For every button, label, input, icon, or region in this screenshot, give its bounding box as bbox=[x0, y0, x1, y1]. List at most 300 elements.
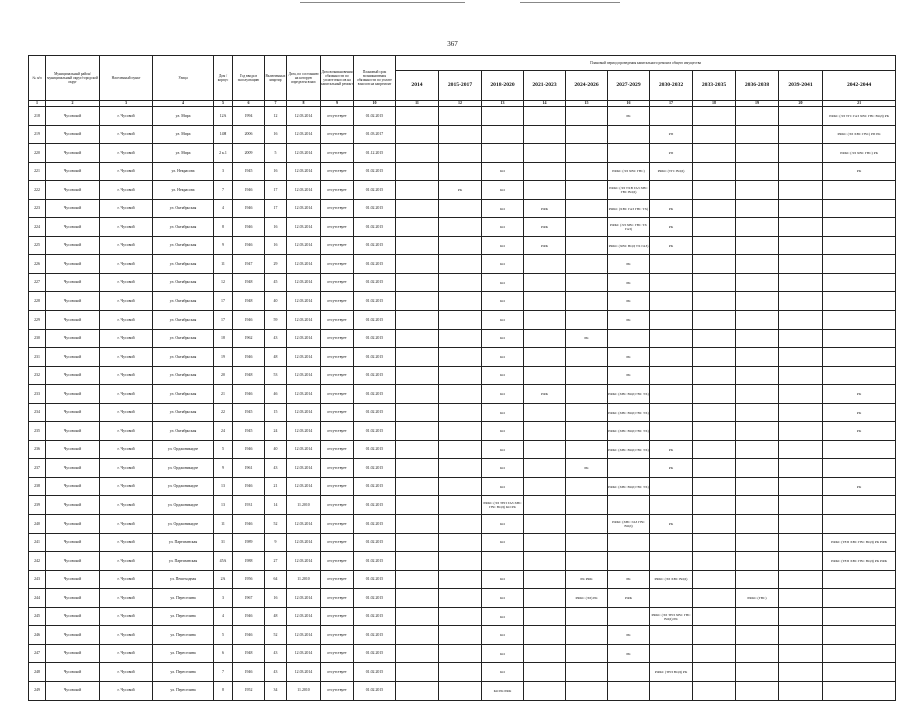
cell-work-2033-2035 bbox=[693, 292, 736, 311]
cell-work-2024-2026 bbox=[566, 681, 608, 700]
header-period-work: Плановый срок возникновения обязанности по уплате взносов на капремонт bbox=[354, 56, 396, 101]
cell-locality: г. Чусовой bbox=[100, 477, 153, 496]
table-row bbox=[29, 663, 896, 682]
table-body bbox=[29, 107, 896, 701]
cell-work-2039-2041 bbox=[779, 570, 823, 589]
cell-locality: г. Чусовой bbox=[100, 366, 153, 385]
cell-work-2021-2023: РФК bbox=[524, 218, 566, 237]
cell-work-2018-2020 bbox=[482, 107, 524, 126]
cell-work-2042-2044 bbox=[823, 440, 896, 459]
cell-work-2042-2044 bbox=[823, 515, 896, 534]
cell-obligation-status: отсутствует bbox=[321, 403, 354, 422]
cell-inclusion-date: 12.03.2014 bbox=[287, 607, 321, 626]
cell-house: 19 bbox=[214, 348, 233, 367]
column-number: 9 bbox=[321, 101, 354, 107]
cell-obligation-date: 01.02.2015 bbox=[354, 533, 396, 552]
cell-work-2024-2026 bbox=[566, 311, 608, 330]
cell-work-2014 bbox=[396, 477, 439, 496]
cell-obligation-status: отсутствует bbox=[321, 329, 354, 348]
cell-work-2033-2035 bbox=[693, 496, 736, 515]
cell-work-2036-2038 bbox=[736, 273, 779, 292]
header-year-2042-2044: 2042-2044 bbox=[823, 71, 896, 101]
cell-work-2030-2032 bbox=[650, 644, 693, 663]
cell-work-2039-2041 bbox=[779, 477, 823, 496]
cell-work-2036-2038 bbox=[736, 199, 779, 218]
cell-work-2036-2038 bbox=[736, 236, 779, 255]
cell-locality: г. Чусовой bbox=[100, 570, 153, 589]
cell-municipality: Чусовской bbox=[46, 218, 100, 237]
cell-obligation-status: отсутствует bbox=[321, 199, 354, 218]
cell-work-2021-2023 bbox=[524, 348, 566, 367]
cell-work-2021-2023 bbox=[524, 589, 566, 608]
cell-work-2042-2044 bbox=[823, 329, 896, 348]
cell-work-2014 bbox=[396, 496, 439, 515]
cell-work-2039-2041 bbox=[779, 292, 823, 311]
cell-locality: г. Чусовой bbox=[100, 385, 153, 404]
cell-apartments: 52 bbox=[265, 515, 287, 534]
cell-work-2015-2017 bbox=[439, 644, 482, 663]
cell-work-2015-2017 bbox=[439, 329, 482, 348]
cell-work-2033-2035 bbox=[693, 348, 736, 367]
cell-obligation-date: 01.02.2015 bbox=[354, 607, 396, 626]
cell-work-2039-2041 bbox=[779, 440, 823, 459]
cell-work-2014 bbox=[396, 515, 439, 534]
cell-work-2033-2035 bbox=[693, 181, 736, 200]
table-row bbox=[29, 311, 896, 330]
cell-work-2014 bbox=[396, 199, 439, 218]
cell-obligation-date: 01.02.2015 bbox=[354, 181, 396, 200]
cell-row-number: 244 bbox=[29, 589, 46, 608]
cell-apartments: 14 bbox=[265, 496, 287, 515]
cell-work-2039-2041 bbox=[779, 422, 823, 441]
cell-work-2033-2035 bbox=[693, 663, 736, 682]
cell-obligation-status: отсутствует bbox=[321, 626, 354, 645]
cell-work-2042-2044: РФКС (ЭЛ ХВС ГВС) РП РК bbox=[823, 125, 896, 144]
cell-work-2015-2017 bbox=[439, 236, 482, 255]
cell-street: ул. Переселина bbox=[153, 589, 214, 608]
column-number: 7 bbox=[265, 101, 287, 107]
cell-work-2027-2029: РК bbox=[608, 292, 650, 311]
cell-work-2018-2020 bbox=[482, 144, 524, 163]
cell-work-2015-2017 bbox=[439, 292, 482, 311]
cell-work-2015-2017 bbox=[439, 218, 482, 237]
cell-apartments: 17 bbox=[265, 181, 287, 200]
cell-work-2024-2026 bbox=[566, 292, 608, 311]
cell-municipality: Чусовской bbox=[46, 181, 100, 200]
cell-obligation-status: отсутствует bbox=[321, 533, 354, 552]
cell-work-2033-2035 bbox=[693, 218, 736, 237]
cell-locality: г. Чусовой bbox=[100, 589, 153, 608]
cell-obligation-status: отсутствует bbox=[321, 607, 354, 626]
cell-work-2018-2020: КО bbox=[482, 385, 524, 404]
cell-work-2033-2035 bbox=[693, 552, 736, 571]
header-year-2014: 2014 bbox=[396, 71, 439, 101]
cell-work-2036-2038 bbox=[736, 329, 779, 348]
cell-work-2027-2029 bbox=[608, 533, 650, 552]
cell-inclusion-date: 12.03.2014 bbox=[287, 626, 321, 645]
cell-apartments: 16 bbox=[265, 125, 287, 144]
cell-work-2021-2023 bbox=[524, 144, 566, 163]
cell-obligation-date: 01.02.2015 bbox=[354, 440, 396, 459]
table-row bbox=[29, 496, 896, 515]
cell-municipality: Чусовской bbox=[46, 385, 100, 404]
cell-house: 21 bbox=[214, 385, 233, 404]
cell-work-2014 bbox=[396, 329, 439, 348]
cell-work-2015-2017 bbox=[439, 570, 482, 589]
cell-work-2036-2038 bbox=[736, 125, 779, 144]
cell-row-number: 245 bbox=[29, 607, 46, 626]
cell-apartments: 43 bbox=[265, 663, 287, 682]
cell-inclusion-date: 12.03.2014 bbox=[287, 552, 321, 571]
cell-year-built: 1946 bbox=[233, 626, 265, 645]
cell-work-2024-2026 bbox=[566, 663, 608, 682]
cell-obligation-status: отсутствует bbox=[321, 440, 354, 459]
cell-work-2015-2017 bbox=[439, 348, 482, 367]
table-row bbox=[29, 292, 896, 311]
cell-obligation-status: отсутствует bbox=[321, 125, 354, 144]
cell-obligation-date: 01.02.2015 bbox=[354, 663, 396, 682]
cell-obligation-date: 01.02.2015 bbox=[354, 459, 396, 478]
cell-municipality: Чусовской bbox=[46, 403, 100, 422]
cell-work-2039-2041 bbox=[779, 515, 823, 534]
cell-work-2018-2020: КО bbox=[482, 477, 524, 496]
cell-work-2027-2029: РФКС (ЭЛ ХВС ГВС ТХ ГАЗ) bbox=[608, 218, 650, 237]
cell-street: ул. Некрасова bbox=[153, 181, 214, 200]
cell-work-2014 bbox=[396, 403, 439, 422]
cell-inclusion-date: 12.03.2014 bbox=[287, 107, 321, 126]
cell-year-built: 1989 bbox=[233, 533, 265, 552]
header-apartments: Включенных квартир bbox=[265, 56, 287, 101]
cell-work-2014 bbox=[396, 681, 439, 700]
cell-year-built: 1994 bbox=[233, 107, 265, 126]
cell-work-2021-2023 bbox=[524, 663, 566, 682]
cell-work-2033-2035 bbox=[693, 626, 736, 645]
cell-work-2021-2023 bbox=[524, 552, 566, 571]
cell-street: ул. Октябрьская bbox=[153, 422, 214, 441]
cell-work-2027-2029: РФКС (ХВС ВОД ГВС ТХ) bbox=[608, 440, 650, 459]
cell-work-2039-2041 bbox=[779, 107, 823, 126]
cell-work-2021-2023 bbox=[524, 681, 566, 700]
cell-work-2018-2020: РФКС (ЭЛ ТЕП ГАЗ ХВС ГВС ВОД) КО РК bbox=[482, 496, 524, 515]
table-row bbox=[29, 440, 896, 459]
cell-work-2030-2032 bbox=[650, 348, 693, 367]
table-row bbox=[29, 385, 896, 404]
header-municipality: Муниципальный район/муниципальный округ/городской округ bbox=[46, 56, 100, 101]
cell-apartments: 52 bbox=[265, 626, 287, 645]
cell-row-number: 247 bbox=[29, 644, 46, 663]
cell-row-number: 236 bbox=[29, 440, 46, 459]
cell-house: 2 к.1 bbox=[214, 144, 233, 163]
cell-work-2036-2038 bbox=[736, 663, 779, 682]
header-year-2036-2038: 2036-2038 bbox=[736, 71, 779, 101]
cell-locality: г. Чусовой bbox=[100, 552, 153, 571]
cell-obligation-date: 01.02.2015 bbox=[354, 644, 396, 663]
cell-locality: г. Чусовой bbox=[100, 681, 153, 700]
cell-street: ул. Октябрьская bbox=[153, 385, 214, 404]
cell-obligation-date: 01.02.2015 bbox=[354, 273, 396, 292]
cell-obligation-status: отсутствует bbox=[321, 311, 354, 330]
cell-work-2030-2032: РФКС (ЭЛ ТЕП ХВС ГВС ВОД) РК bbox=[650, 607, 693, 626]
cell-work-2036-2038 bbox=[736, 255, 779, 274]
cell-municipality: Чусовской bbox=[46, 681, 100, 700]
cell-obligation-date: 01.02.2015 bbox=[354, 422, 396, 441]
cell-municipality: Чусовской bbox=[46, 440, 100, 459]
cell-work-2015-2017 bbox=[439, 162, 482, 181]
table-row bbox=[29, 144, 896, 163]
cell-inclusion-date: 12.03.2014 bbox=[287, 144, 321, 163]
cell-municipality: Чусовской bbox=[46, 552, 100, 571]
cell-work-2024-2026 bbox=[566, 422, 608, 441]
column-number: 8 bbox=[287, 101, 321, 107]
cell-work-2024-2026 bbox=[566, 199, 608, 218]
header-street: Улица bbox=[153, 56, 214, 101]
cell-apartments: 64 bbox=[265, 570, 287, 589]
cell-work-2014 bbox=[396, 181, 439, 200]
table-row bbox=[29, 162, 896, 181]
cell-work-2021-2023: РФК bbox=[524, 385, 566, 404]
cell-inclusion-date: 12.03.2014 bbox=[287, 515, 321, 534]
cell-row-number: 226 bbox=[29, 255, 46, 274]
cell-work-2036-2038 bbox=[736, 348, 779, 367]
cell-apartments: 16 bbox=[265, 162, 287, 181]
table-row bbox=[29, 366, 896, 385]
cell-year-built: 1945 bbox=[233, 422, 265, 441]
cell-street: ул. Орджоникидзе bbox=[153, 496, 214, 515]
cell-work-2014 bbox=[396, 107, 439, 126]
cell-row-number: 225 bbox=[29, 236, 46, 255]
cell-work-2018-2020: КО bbox=[482, 366, 524, 385]
cell-work-2039-2041 bbox=[779, 273, 823, 292]
cell-locality: г. Чусовой bbox=[100, 459, 153, 478]
cell-work-2018-2020: КО bbox=[482, 199, 524, 218]
header-year-2033-2035: 2033-2035 bbox=[693, 71, 736, 101]
header-house: Дом / корпус bbox=[214, 56, 233, 101]
cell-house: 5 bbox=[214, 626, 233, 645]
cell-street: ул. Мира bbox=[153, 125, 214, 144]
cell-year-built: 1948 bbox=[233, 644, 265, 663]
cell-obligation-status: отсутствует bbox=[321, 681, 354, 700]
cell-obligation-status: отсутствует bbox=[321, 570, 354, 589]
cell-year-built: 1931 bbox=[233, 496, 265, 515]
cell-work-2018-2020: КО bbox=[482, 422, 524, 441]
cell-apartments: 17 bbox=[265, 199, 287, 218]
cell-apartments: 48 bbox=[265, 607, 287, 626]
cell-municipality: Чусовской bbox=[46, 570, 100, 589]
cell-house: 11 bbox=[214, 255, 233, 274]
cell-inclusion-date: 12.03.2014 bbox=[287, 348, 321, 367]
cell-municipality: Чусовской bbox=[46, 236, 100, 255]
cell-year-built: 1946 bbox=[233, 440, 265, 459]
cell-work-2018-2020: КО bbox=[482, 181, 524, 200]
cell-work-2030-2032: РФКС (ЭЛ ХВС ВОД) bbox=[650, 570, 693, 589]
cell-work-2039-2041 bbox=[779, 199, 823, 218]
cell-work-2018-2020: КО bbox=[482, 570, 524, 589]
cell-work-2042-2044: РК bbox=[823, 385, 896, 404]
cell-apartments: 48 bbox=[265, 348, 287, 367]
cell-work-2039-2041 bbox=[779, 125, 823, 144]
cell-locality: г. Чусовой bbox=[100, 515, 153, 534]
cell-work-2021-2023 bbox=[524, 477, 566, 496]
table-row bbox=[29, 107, 896, 126]
cell-work-2015-2017 bbox=[439, 273, 482, 292]
header-year-2015-2017: 2015-2017 bbox=[439, 71, 482, 101]
cell-work-2039-2041 bbox=[779, 348, 823, 367]
cell-work-2018-2020 bbox=[482, 552, 524, 571]
cell-obligation-status: отсутствует bbox=[321, 589, 354, 608]
cell-work-2027-2029: РФКС (ХВС ВОД ГВС ТХ) bbox=[608, 422, 650, 441]
table-row bbox=[29, 644, 896, 663]
cell-work-2015-2017: РК bbox=[439, 181, 482, 200]
cell-house: 6 bbox=[214, 644, 233, 663]
cell-house: 4 bbox=[214, 199, 233, 218]
cell-work-2042-2044 bbox=[823, 199, 896, 218]
cell-inclusion-date: 12.03.2014 bbox=[287, 477, 321, 496]
cell-work-2024-2026 bbox=[566, 236, 608, 255]
cell-work-2015-2017 bbox=[439, 107, 482, 126]
column-number: 2 bbox=[46, 101, 100, 107]
cell-work-2030-2032: РП bbox=[650, 144, 693, 163]
header-inclusion-date: Дата, по состоянию на которую определен взнос bbox=[287, 56, 321, 101]
cell-work-2039-2041 bbox=[779, 144, 823, 163]
cell-work-2027-2029: РК bbox=[608, 348, 650, 367]
cell-work-2039-2041 bbox=[779, 255, 823, 274]
cell-municipality: Чусовской bbox=[46, 496, 100, 515]
table-row bbox=[29, 552, 896, 571]
cell-work-2015-2017 bbox=[439, 144, 482, 163]
cell-work-2039-2041 bbox=[779, 663, 823, 682]
cell-work-2030-2032 bbox=[650, 273, 693, 292]
column-number: 19 bbox=[736, 101, 779, 107]
cell-work-2027-2029 bbox=[608, 663, 650, 682]
cell-work-2030-2032 bbox=[650, 311, 693, 330]
cell-inclusion-date: 11.2010 bbox=[287, 681, 321, 700]
cell-work-2027-2029: РК bbox=[608, 366, 650, 385]
cell-street: ул. Переселина bbox=[153, 644, 214, 663]
cell-row-number: 227 bbox=[29, 273, 46, 292]
cell-street: ул. Октябрьская bbox=[153, 403, 214, 422]
cell-work-2042-2044 bbox=[823, 644, 896, 663]
cell-apartments: 43 bbox=[265, 459, 287, 478]
cell-work-2030-2032: РФКС (ТЕП ВОД) РК bbox=[650, 663, 693, 682]
cell-obligation-status: отсутствует bbox=[321, 515, 354, 534]
column-number: 12 bbox=[439, 101, 482, 107]
table-row bbox=[29, 403, 896, 422]
cell-work-2027-2029: РФКС (ЭЛ ХВС ГВС) bbox=[608, 162, 650, 181]
table-row bbox=[29, 422, 896, 441]
cell-locality: г. Чусовой bbox=[100, 663, 153, 682]
cell-obligation-date: 01.02.2015 bbox=[354, 552, 396, 571]
cell-year-built: 1946 bbox=[233, 607, 265, 626]
table-row bbox=[29, 681, 896, 700]
cell-house: 31 bbox=[214, 533, 233, 552]
cell-work-2014 bbox=[396, 348, 439, 367]
cell-work-2030-2032 bbox=[650, 626, 693, 645]
cell-work-2015-2017 bbox=[439, 477, 482, 496]
cell-work-2021-2023 bbox=[524, 366, 566, 385]
cell-work-2033-2035 bbox=[693, 366, 736, 385]
cell-work-2033-2035 bbox=[693, 311, 736, 330]
cell-work-2033-2035 bbox=[693, 533, 736, 552]
cell-work-2042-2044: РК bbox=[823, 403, 896, 422]
cell-work-2021-2023 bbox=[524, 329, 566, 348]
cell-obligation-status: отсутствует bbox=[321, 144, 354, 163]
cell-work-2027-2029 bbox=[608, 681, 650, 700]
cell-work-2014 bbox=[396, 440, 439, 459]
cell-work-2015-2017 bbox=[439, 681, 482, 700]
table-row bbox=[29, 589, 896, 608]
cell-work-2036-2038 bbox=[736, 218, 779, 237]
cell-work-2018-2020: КО bbox=[482, 533, 524, 552]
cell-work-2021-2023 bbox=[524, 107, 566, 126]
cell-obligation-date: 01.03.2017 bbox=[354, 125, 396, 144]
cell-obligation-date: 01.02.2015 bbox=[354, 218, 396, 237]
column-number: 1 bbox=[29, 101, 46, 107]
cell-inclusion-date: 12.03.2014 bbox=[287, 440, 321, 459]
cell-work-2018-2020: КО bbox=[482, 607, 524, 626]
table-row bbox=[29, 273, 896, 292]
top-rule-left bbox=[300, 2, 465, 3]
column-number: 18 bbox=[693, 101, 736, 107]
cell-work-2033-2035 bbox=[693, 422, 736, 441]
cell-house: 11 bbox=[214, 515, 233, 534]
cell-municipality: Чусовской bbox=[46, 107, 100, 126]
cell-locality: г. Чусовой bbox=[100, 162, 153, 181]
cell-work-2024-2026 bbox=[566, 607, 608, 626]
cell-work-2036-2038 bbox=[736, 477, 779, 496]
cell-house: 7 bbox=[214, 181, 233, 200]
cell-work-2042-2044: РФКС (ТЕП ХВС ГВС ВОД) РК РФК bbox=[823, 552, 896, 571]
cell-work-2015-2017 bbox=[439, 607, 482, 626]
header-obligation-date: Дата возникновения обязанности по уплате взносов на капитальный ремонт bbox=[321, 56, 354, 101]
cell-work-2039-2041 bbox=[779, 459, 823, 478]
cell-row-number: 224 bbox=[29, 218, 46, 237]
column-number: 4 bbox=[153, 101, 214, 107]
cell-locality: г. Чусовой bbox=[100, 607, 153, 626]
column-number: 6 bbox=[233, 101, 265, 107]
cell-work-2027-2029: РК bbox=[608, 255, 650, 274]
cell-work-2042-2044: РК bbox=[823, 162, 896, 181]
table-row bbox=[29, 181, 896, 200]
cell-work-2014 bbox=[396, 663, 439, 682]
cell-work-2021-2023 bbox=[524, 403, 566, 422]
cell-work-2027-2029: РФКС (ХВС ВОД ГВС ТХ) bbox=[608, 477, 650, 496]
cell-street: ул. Октябрьская bbox=[153, 292, 214, 311]
cell-house: 17 bbox=[214, 311, 233, 330]
cell-work-2024-2026 bbox=[566, 626, 608, 645]
cell-municipality: Чусовской bbox=[46, 329, 100, 348]
cell-apartments: 21 bbox=[265, 477, 287, 496]
column-number: 14 bbox=[524, 101, 566, 107]
cell-year-built: 1946 bbox=[233, 515, 265, 534]
cell-apartments: 40 bbox=[265, 440, 287, 459]
cell-work-2030-2032 bbox=[650, 477, 693, 496]
column-number: 15 bbox=[566, 101, 608, 107]
cell-work-2021-2023 bbox=[524, 607, 566, 626]
cell-work-2036-2038 bbox=[736, 515, 779, 534]
cell-work-2033-2035 bbox=[693, 255, 736, 274]
cell-year-built: 1988 bbox=[233, 552, 265, 571]
cell-municipality: Чусовской bbox=[46, 125, 100, 144]
cell-house: 3 bbox=[214, 589, 233, 608]
cell-work-2039-2041 bbox=[779, 589, 823, 608]
cell-house: 22 bbox=[214, 403, 233, 422]
cell-row-number: 237 bbox=[29, 459, 46, 478]
cell-work-2039-2041 bbox=[779, 607, 823, 626]
cell-row-number: 234 bbox=[29, 403, 46, 422]
cell-row-number: 238 bbox=[29, 477, 46, 496]
cell-inclusion-date: 12.03.2014 bbox=[287, 329, 321, 348]
cell-work-2030-2032 bbox=[650, 589, 693, 608]
